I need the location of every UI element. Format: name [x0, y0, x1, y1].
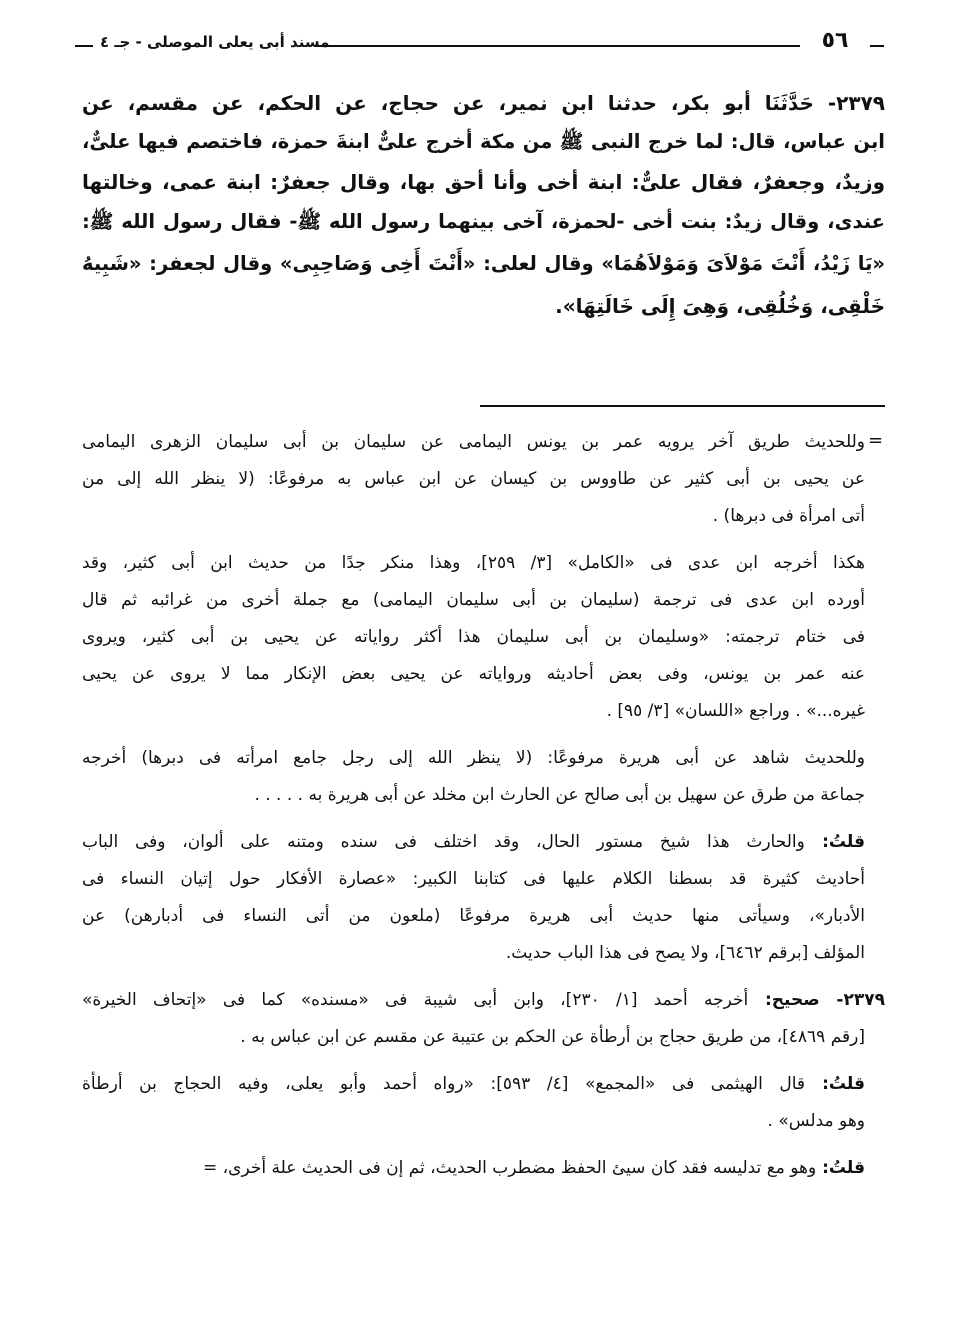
footnote-lead-label: قلتُ:: [804, 832, 865, 852]
footnote-line: [82, 982, 885, 1018]
footnote-lead-label: ٢٣٧٩- صحيح:: [748, 990, 885, 1010]
footnote-line: [82, 1103, 865, 1139]
footnote-line: [82, 861, 865, 897]
footnote-line-text: قال الهيثمى فى «المجمع» [٤/ ٥٩٣]: «رواه أحمد وأبو يعلى، وفيه الحجاج بن أرطأة: [82, 1074, 806, 1094]
footnote-line: [82, 824, 865, 860]
footnote-line: [82, 498, 865, 534]
main-line: [82, 162, 885, 202]
footnote-line: [82, 1066, 865, 1102]
footnote-line-text: والحارث هذا شيخ مستور الحال، وقد اختلف فى سنده ومتنه على ألوان، وفى الباب: [82, 832, 805, 852]
main-line-text: وزيدٌ، وجعفرٌ، فقال علىٌّ: ابنة أخى وأنا أحق بها، وقال جعفرٌ: ابنة عمى، وخالتها: [82, 170, 885, 194]
footnote-line-text: [رقم ٤٨٦٩]، من طريق حجاج بن أرطأة عن الحكم بن عتيبة عن مقسم عن ابن عباس به .: [240, 1027, 865, 1047]
main-lead-label: ٢٣٧٩- حَدَّثَنَا: [764, 91, 885, 115]
main-line-text: أبو بكر، حدثنا ابن نمير، عن حجاج، عن الحكم، عن مقسم، عن: [82, 91, 765, 115]
header-dash-left: [75, 45, 93, 47]
footnote-line: [82, 898, 865, 934]
page-number: ٥٦: [821, 28, 849, 53]
main-line: [82, 202, 885, 242]
footnote-line-text: وهو مدلس» .: [767, 1111, 865, 1131]
footnote-line: [82, 461, 865, 497]
main-line: [82, 122, 885, 162]
main-line-text: ابن عباس، قال: لما خرج النبى ﷺ من مكة أخرج علىٌّ ابنةَ حمزة، فاختصم فيها علىٌّ،: [82, 130, 885, 153]
continuation-mark: =: [868, 430, 884, 451]
footnote-line-text: المؤلف [برقم ٦٤٦٢]، ولا يصح فى هذا الباب حديث.: [505, 943, 865, 963]
footnote-separator: [480, 405, 885, 407]
footnote-line: [82, 619, 865, 655]
footnote-line: [82, 935, 865, 971]
footnote-line-text: جماعة من طرق عن سهيل بن أبى صالح عن الحارث ابن مخلد عن أبى هريرة به . . . . .: [254, 785, 865, 805]
footnote-line: [82, 1019, 865, 1055]
footnote-line: [82, 545, 865, 581]
footnote-lead-label: قلتُ:: [805, 1074, 865, 1094]
footnote-line: [82, 740, 865, 776]
footnote-line-text: أحاديث كثيرة قد بسطنا الكلام عليها فى كتابنا الكبير: «عصارة الأفكار حول إتيان النساء فى: [82, 869, 865, 889]
footnote-lead-label: قلتُ:: [816, 1158, 865, 1178]
main-line: [82, 83, 885, 123]
header-dash-right: [870, 45, 884, 47]
footnote-line: [82, 777, 865, 813]
footnote-line: [82, 1150, 865, 1186]
main-line: [82, 244, 885, 284]
footnote-line-text: هكذا أخرجه ابن عدى فى «الكامل» [٣/ ٢٥٩]، وهذا منكر جدًا من حديث ابن أبى كثير، وقد: [82, 553, 865, 573]
main-line-text: «يَا زَيْدُ، أَنْتَ مَوْلاَىَ وَمَوْلاَهُمَا» وقال لعلى: «أَنْتَ أَخِى وَصَاحِبِى» وقال لجعفر: «شَبِيهُ: [82, 252, 885, 275]
main-line-text: خَلْقِى، وَخُلُقِى، وَهِىَ إِلَى خَالَتِهَا».: [555, 294, 885, 318]
footnote-line-text: أورده ابن عدى فى ترجمة (سليمان بن أبى سليمان اليمامى) مع جملة أخرى من غرائبه ثم قال: [82, 590, 865, 610]
footnote-line: [82, 424, 865, 460]
footnote-line-text: أخرجه أحمد [١/ ٢٣٠]، وابن أبى شيبة فى «مسنده» كما فى «إتحاف الخيرة»: [82, 990, 749, 1010]
footnote-line-text: الأدبار»، وسيأتى منها حديث أبى هريرة مرفوعًا (ملعون من أتى النساء فى أدبارهن) عن: [82, 906, 865, 926]
footnote-line-text: فى ختام ترجمته: «وسليمان بن أبى سليمان هذا أكثر رواياته عن يحيى بن أبى كثير، ويروى: [82, 627, 865, 647]
footnote-line-text: غيره...» . وراجع «اللسان» [٣/ ٩٥] .: [606, 701, 865, 721]
footnote-line: [82, 582, 865, 618]
header-rule: [315, 45, 800, 47]
footnote-line-text: أتى امرأة فى دبرها) .: [712, 506, 865, 526]
running-title: مسند أبى يعلى الموصلى - جـ ٤: [100, 33, 330, 51]
footnote-line-text: وهو مع تدليسه فقد كان سيئ الحفظ مضطرب الحديث، ثم إن فى الحديث علة أخرى، =: [203, 1158, 817, 1178]
footnote-line-text: عنه عمر بن يونس، وفى بعض أحاديثه ورواياته عن يحيى بعض الإنكار مما لا يروى عن يحيى: [82, 664, 865, 684]
main-line: [82, 286, 885, 326]
footnote-line-text: وللحديث شاهد عن أبى هريرة مرفوعًا: (لا ينظر الله إلى رجل جامع امرأته فى دبرها) أخرجه: [82, 748, 865, 768]
footnote-line-text: عن يحيى بن أبى كثير عن طاووس بن كيسان عن ابن عباس به مرفوعًا: (لا ينظر الله إلى من: [82, 469, 865, 489]
main-line-text: عندى، وقال زيدٌ: بنت أخى -لحمزة، آخى بينهما رسول الله ﷺ- فقال رسول الله ﷺ:: [82, 210, 885, 233]
footnote-line-text: وللحديث طريق آخر يرويه عمر بن يونس اليمامى عن سليمان بن أبى سليمان الزهرى اليمامى: [82, 432, 865, 452]
footnote-line: [82, 693, 865, 729]
footnote-line: [82, 656, 865, 692]
